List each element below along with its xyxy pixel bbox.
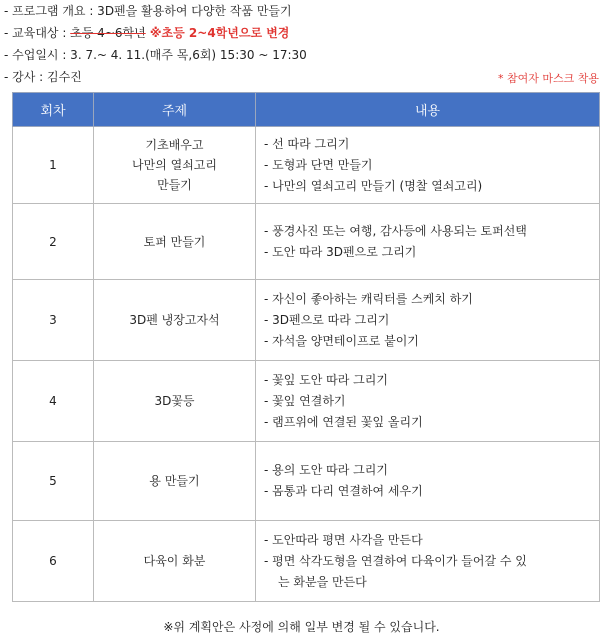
table-row xyxy=(13,521,600,602)
target-prefix: - 교육대상 : xyxy=(4,26,71,40)
content-line: - 나만의 열쇠고리 만들기 (명찰 열쇠고리) xyxy=(264,178,483,193)
instructor-line: - 강사 : 김수진 xyxy=(4,70,82,84)
topic-line: 만들기 xyxy=(157,178,192,192)
content-line: - 꽃잎 도안 따라 그리기 xyxy=(264,372,388,387)
session-number: 1 xyxy=(13,127,94,204)
content-line: - 평면 삭각도형을 연결하여 다육이가 들어갈 수 있 xyxy=(264,553,527,568)
header-session: 회차 xyxy=(13,93,94,127)
table-row xyxy=(13,361,600,442)
session-topic xyxy=(94,280,256,361)
content-line: - 몸통과 다리 연결하여 세우기 xyxy=(264,484,423,498)
content-line: - 3D펜으로 따라 그리기 xyxy=(264,312,390,327)
topic-line: 기초배우고 xyxy=(145,138,204,152)
content-line: - 용의 도안 따라 그리기 xyxy=(264,463,388,477)
content-line: - 풍경사진 또는 여행, 감사등에 사용되는 토퍼선택 xyxy=(264,223,527,238)
content-line: - 자석을 양면테이프로 붙이기 xyxy=(264,333,419,348)
table-header-row xyxy=(13,93,600,127)
content-line: - 도안따라 평면 사각을 만든다 xyxy=(264,532,423,547)
session-number: 5 xyxy=(13,442,94,521)
schedule-table xyxy=(12,92,600,602)
session-content xyxy=(256,204,600,280)
topic-line: 3D꽃등 xyxy=(154,394,195,408)
overview-line: - 프로그램 개요 : 3D펜을 활용하여 다양한 작품 만들기 xyxy=(4,4,292,18)
session-topic xyxy=(94,204,256,280)
session-topic xyxy=(94,127,256,204)
topic-line: 토퍼 만들기 xyxy=(143,234,206,249)
table-row xyxy=(13,127,600,204)
session-topic xyxy=(94,442,256,521)
content-line: - 도형과 단면 만들기 xyxy=(264,157,373,172)
session-number: 3 xyxy=(13,280,94,361)
content-line: - 선 따라 그리기 xyxy=(264,136,350,151)
topic-line: 3D펜 냉장고자석 xyxy=(129,313,220,327)
footnote: ※위 계획안은 사정에 의해 일부 변경 될 수 있습니다. xyxy=(163,620,440,634)
session-content xyxy=(256,442,600,521)
session-number: 4 xyxy=(13,361,94,442)
session-topic xyxy=(94,361,256,442)
content-line: - 자신이 좋아하는 캐릭터를 스케치 하기 xyxy=(264,291,473,306)
table-row xyxy=(13,280,600,361)
topic-line: 용 만들기 xyxy=(149,474,200,488)
session-content xyxy=(256,127,600,204)
session-content xyxy=(256,521,600,602)
content-line: - 꽃잎 연결하기 xyxy=(264,393,346,408)
target-line xyxy=(4,22,599,44)
topic-line: 나만의 열쇠고리 xyxy=(132,158,217,172)
session-number: 6 xyxy=(13,521,94,602)
header-topic: 주제 xyxy=(94,93,256,127)
session-topic xyxy=(94,521,256,602)
topic-line: 다육이 화분 xyxy=(143,554,206,568)
table-row xyxy=(13,204,600,280)
session-content xyxy=(256,280,600,361)
header-content: 내용 xyxy=(256,93,600,127)
session-content xyxy=(256,361,600,442)
session-number: 2 xyxy=(13,204,94,280)
content-line: - 도안 따라 3D펜으로 그리기 xyxy=(264,244,417,259)
content-line: 는 화분을 만든다 xyxy=(278,574,367,589)
table-row xyxy=(13,442,600,521)
schedule-line: - 수업일시 : 3. 7.~ 4. 11.(매주 목,6회) 15:30 ~ 17:30 xyxy=(4,48,307,62)
target-new: ※초등 2~4학년으로 변경 xyxy=(145,26,290,40)
mask-note: * 참여자 마스크 착용 xyxy=(498,72,599,85)
content-line: - 램프위에 연결된 꽃잎 올리기 xyxy=(264,414,423,429)
target-old-struck: 초등 4~6학년 xyxy=(70,26,146,40)
